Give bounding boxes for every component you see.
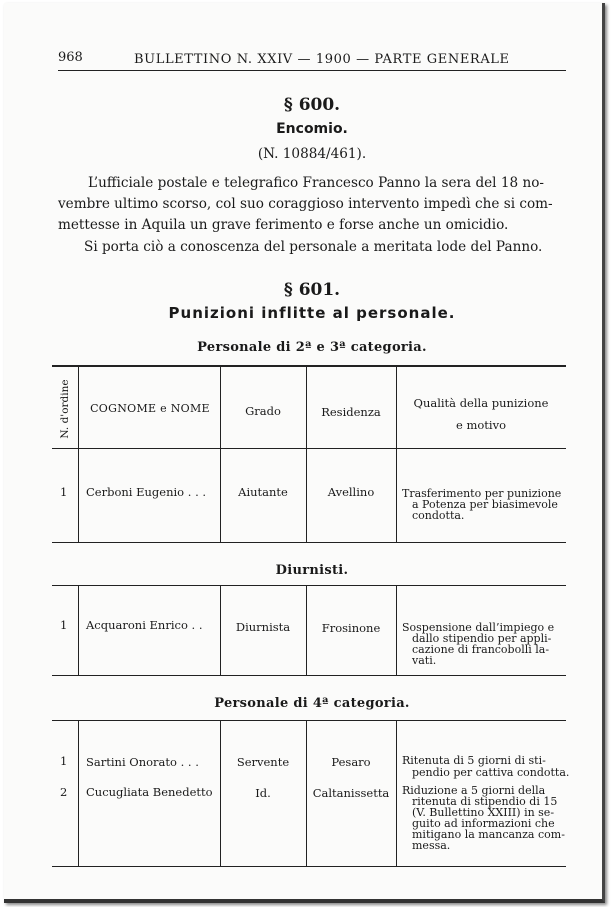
- running-title: BULLETTINO N. XXIV — 1900 — PARTE GENERALE: [134, 52, 510, 67]
- row-sartini-name: Sartini Onorato . . .: [86, 755, 199, 769]
- table-top-rule: [52, 365, 566, 367]
- row-sartini-punishment-1: Ritenuta di 5 giorni di sti-: [402, 754, 546, 767]
- section-600-reference: (N. 10884/461).: [257, 146, 367, 162]
- row-acquaroni-residence: Frosinone: [321, 621, 381, 635]
- column-header-residence: Residenza: [321, 405, 381, 419]
- group-2-bottom-rule: [52, 675, 566, 676]
- row-cucugliata-grade: Id.: [255, 786, 271, 800]
- row-cerboni-punishment-3: condotta.: [412, 509, 465, 522]
- row-cerboni-grade: Aiutante: [238, 485, 288, 499]
- row-sartini-grade: Servente: [236, 755, 290, 769]
- col-divider: [396, 366, 397, 542]
- section-600-line-2: vembre ultimo scorso, col suo coraggioso intervento impedì che si com-: [58, 196, 553, 212]
- row-acquaroni-punishment-1: Sospensione dall’impiego e: [402, 621, 555, 634]
- table-header-rule: [52, 448, 566, 449]
- row-cerboni-punishment-2: a Potenza per biasimevole: [412, 498, 558, 511]
- row-cucugliata-name: Cucugliata Benedetto: [86, 785, 213, 799]
- row-cucugliata-punishment-6: messa.: [412, 839, 451, 852]
- row-acquaroni-name: Acquaroni Enrico . .: [86, 618, 203, 632]
- col-divider: [78, 585, 79, 675]
- col-divider: [220, 585, 221, 675]
- section-600-number: § 600.: [283, 95, 341, 115]
- column-header-order: N. d'ordine: [59, 379, 71, 439]
- group-heading-cat-2-3: Personale di 2ª e 3ª categoria.: [197, 340, 427, 355]
- col-divider: [396, 585, 397, 675]
- section-601-number: § 601.: [283, 280, 341, 300]
- group-heading-diurnisti: Diurnisti.: [275, 563, 349, 578]
- col-divider: [78, 366, 79, 542]
- column-header-punishment-1: Qualità della punizione: [413, 396, 549, 410]
- section-601-title: Punizioni inflitte al personale.: [168, 304, 456, 322]
- header-rule: [58, 70, 566, 71]
- col-divider: [220, 366, 221, 542]
- row-cucugliata-punishment-4: guito ad informazioni che: [412, 817, 555, 830]
- row-cerboni-order: 1: [60, 485, 68, 499]
- section-600-title: Encomio.: [276, 121, 348, 137]
- row-acquaroni-grade: Diurnista: [235, 620, 291, 634]
- row-cucugliata-punishment-3: (V. Bullettino XXIII) in se-: [412, 806, 555, 819]
- section-600-line-4: Si porta ciò a conoscenza del personale a meritata lode del Panno.: [84, 239, 543, 255]
- col-divider: [306, 585, 307, 675]
- row-acquaroni-punishment-3: cazione di francobolli la-: [412, 643, 550, 656]
- row-cucugliata-punishment-5: mitigano la mancanza com-: [412, 828, 565, 841]
- column-header-name: COGNOME e NOME: [90, 402, 210, 415]
- table-bottom-rule: [52, 866, 566, 867]
- col-divider: [306, 366, 307, 542]
- col-divider: [306, 720, 307, 866]
- col-divider: [220, 720, 221, 866]
- column-header-punishment-2: e motivo: [455, 418, 506, 432]
- row-cerboni-name: Cerboni Eugenio . . .: [86, 485, 207, 499]
- row-cerboni-punishment-1: Trasferimento per punizione: [402, 487, 562, 500]
- group-heading-cat-4: Personale di 4ª categoria.: [214, 696, 410, 711]
- row-cucugliata-punishment-1: Riduzione a 5 giorni della: [402, 784, 546, 797]
- col-divider: [78, 720, 79, 866]
- row-cucugliata-punishment-2: ritenuta di stipendio di 15: [412, 795, 558, 808]
- group-1-bottom-rule: [52, 542, 566, 543]
- column-header-grade: Grado: [245, 404, 281, 418]
- row-sartini-order: 1: [60, 754, 68, 768]
- row-acquaroni-punishment-4: vati.: [412, 654, 437, 667]
- section-600-line-3: mettesse in Aquila un grave ferimento e forse anche un omicidio.: [58, 217, 509, 233]
- group-3-top-rule: [52, 720, 566, 721]
- row-acquaroni-punishment-2: dallo stipendio per appli-: [412, 632, 552, 645]
- row-sartini-punishment-2: pendio per cattiva condotta.: [412, 766, 570, 779]
- section-600-line-1: L’ufficiale postale e telegrafico Francesco Panno la sera del 18 no-: [88, 175, 545, 191]
- group-2-top-rule: [52, 585, 566, 586]
- col-divider: [396, 720, 397, 866]
- row-cucugliata-order: 2: [60, 785, 68, 799]
- page-number: 968: [58, 50, 83, 65]
- row-acquaroni-order: 1: [60, 618, 68, 632]
- row-sartini-residence: Pesaro: [331, 755, 371, 769]
- row-cerboni-residence: Avellino: [327, 485, 375, 499]
- row-cucugliata-residence: Caltanissetta: [312, 786, 390, 800]
